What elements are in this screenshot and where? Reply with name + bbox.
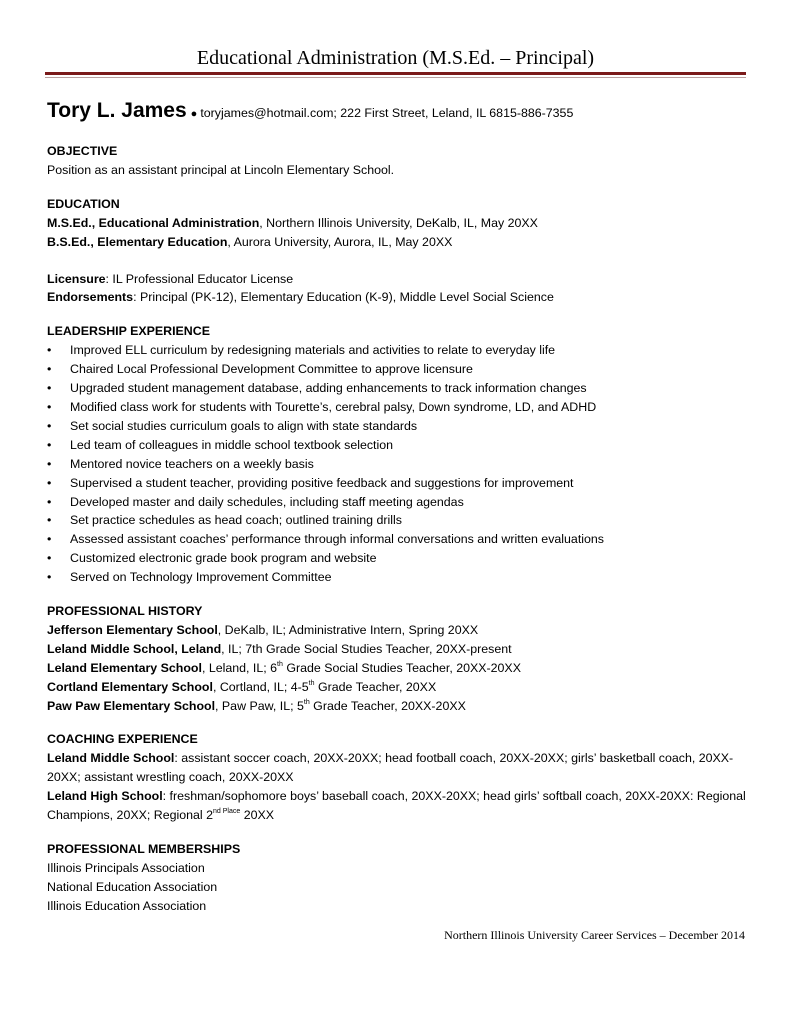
membership-item: National Education Association	[47, 879, 218, 894]
degree-detail: , Northern Illinois University, DeKalb, IL, May 20XX	[259, 215, 538, 230]
leadership-list	[47, 341, 747, 587]
history-row	[47, 659, 747, 678]
school-name: Leland Elementary School	[47, 660, 202, 675]
list-item: • Led team of colleagues in middle school textbook selection	[47, 436, 747, 455]
degree: M.S.Ed., Educational Administration	[47, 215, 260, 230]
candidate-name: Tory L. James	[47, 99, 187, 122]
list-item: • Assessed assistant coaches’ performance through informal conversations and written evaluations	[47, 530, 747, 549]
coaching-high-school	[47, 787, 747, 825]
licensure-label: Licensure	[47, 271, 106, 286]
coaching-detail: : assistant soccer coach, 20XX-20XX; head football coach, 20XX-20XX; girls’ basketball coach, 20XX-20XX; assistant wrestling coach, 20XX-20XX	[47, 751, 734, 785]
degree: B.S.Ed., Elementary Education	[47, 234, 228, 249]
history-row	[47, 621, 747, 640]
header-rule	[45, 72, 746, 75]
list-item: • Served on Technology Improvement Committee	[47, 568, 747, 587]
header-rule-thin	[45, 77, 746, 78]
coaching-middle-school	[47, 749, 747, 787]
membership-item: Illinois Principals Association	[47, 860, 205, 875]
objective-heading: OBJECTIVE	[47, 144, 118, 158]
degree-detail: , Aurora University, Aurora, IL, May 20XX	[227, 234, 453, 249]
history-detail: , IL; 7th Grade Social Studies Teacher, 20XX-present	[221, 641, 512, 656]
list-item: • Chaired Local Professional Development Committee to approve licensure	[47, 360, 747, 379]
list-item: • Set practice schedules as head coach; outlined training drills	[47, 511, 747, 530]
history-row	[47, 697, 747, 716]
ordinal-suffix: th	[277, 660, 283, 668]
history-row	[47, 640, 747, 659]
list-item: • Supervised a student teacher, providing positive feedback and suggestions for improvement	[47, 474, 747, 493]
list-item: • Improved ELL curriculum by redesigning materials and activities to relate to everyday life	[47, 341, 747, 360]
history-row	[47, 678, 747, 697]
history-detail: , Leland, IL; 6	[201, 660, 278, 675]
resume-content	[47, 98, 747, 916]
memberships-heading: PROFESSIONAL MEMBERSHIPS	[47, 842, 241, 856]
school-name: Paw Paw Elementary School	[47, 698, 216, 713]
history-detail: , Cortland, IL; 4-5	[212, 679, 309, 694]
ordinal-suffix: th	[303, 698, 310, 706]
membership-item: Illinois Education Association	[47, 898, 207, 913]
coaching-detail: : freshman/sophomore boys’ baseball coach, 20XX-20XX; head girls’ softball coach, 20XX-20XX: Regional Champions, 20XX; Regional 2	[47, 789, 746, 823]
list-item: • Developed master and daily schedules, including staff meeting agendas	[47, 493, 747, 512]
bullet-separator-icon: ●	[190, 108, 198, 120]
coaching-school-name: Leland Middle School	[47, 751, 175, 766]
history-detail-end: Grade Teacher, 20XX	[314, 679, 437, 694]
school-name: Leland Middle School, Leland	[47, 641, 222, 656]
ordinal-suffix: th	[308, 679, 315, 687]
list-item: • Modified class work for students with Tourette’s, cerebral palsy, Down syndrome, LD, and ADHD	[47, 398, 747, 417]
history-detail: , Paw Paw, IL; 5	[215, 698, 304, 713]
footer-credit: Northern Illinois University Career Services – December 2014	[444, 928, 745, 942]
ordinal-suffix: nd Place	[213, 808, 241, 816]
history-detail-end: Grade Social Studies Teacher, 20XX-20XX	[282, 660, 521, 675]
education-entry	[47, 233, 747, 252]
list-item: • Mentored novice teachers on a weekly basis	[47, 455, 747, 474]
coaching-detail-end: 20XX	[240, 808, 275, 823]
list-item: • Customized electronic grade book program and website	[47, 549, 747, 568]
endorsements-label: Endorsements	[47, 290, 134, 305]
list-item: • Upgraded student management database, adding enhancements to track information changes	[47, 379, 747, 398]
coaching-heading: COACHING EXPERIENCE	[47, 732, 198, 747]
history-detail: , DeKalb, IL; Administrative Intern, Spring 20XX	[217, 622, 479, 637]
objective-text: Position as an assistant principal at Lincoln Elementary School.	[47, 162, 395, 177]
education-heading: EDUCATION	[47, 196, 120, 211]
contact-info: toryjames@hotmail.com; 222 First Street, Leland, IL 6815-886-7355	[200, 106, 574, 120]
endorsements-line	[47, 288, 747, 307]
coaching-school-name: Leland High School	[47, 789, 163, 804]
licensure-value: : IL Professional Educator License	[105, 271, 294, 286]
education-entry	[47, 214, 747, 233]
history-detail-end: Grade Teacher, 20XX-20XX	[309, 698, 466, 713]
document-title: Educational Administration (M.S.Ed. – Principal)	[196, 47, 595, 69]
school-name: Cortland Elementary School	[47, 679, 213, 694]
school-name: Jefferson Elementary School	[47, 622, 218, 637]
history-heading: PROFESSIONAL HISTORY	[47, 604, 203, 619]
list-item: • Set social studies curriculum goals to align with state standards	[47, 417, 747, 436]
endorsements-value: : Principal (PK-12), Elementary Education (K-9), Middle Level Social Science	[133, 290, 554, 305]
name-line	[47, 98, 747, 127]
licensure-line	[47, 270, 747, 289]
leadership-heading: LEADERSHIP EXPERIENCE	[47, 324, 210, 339]
